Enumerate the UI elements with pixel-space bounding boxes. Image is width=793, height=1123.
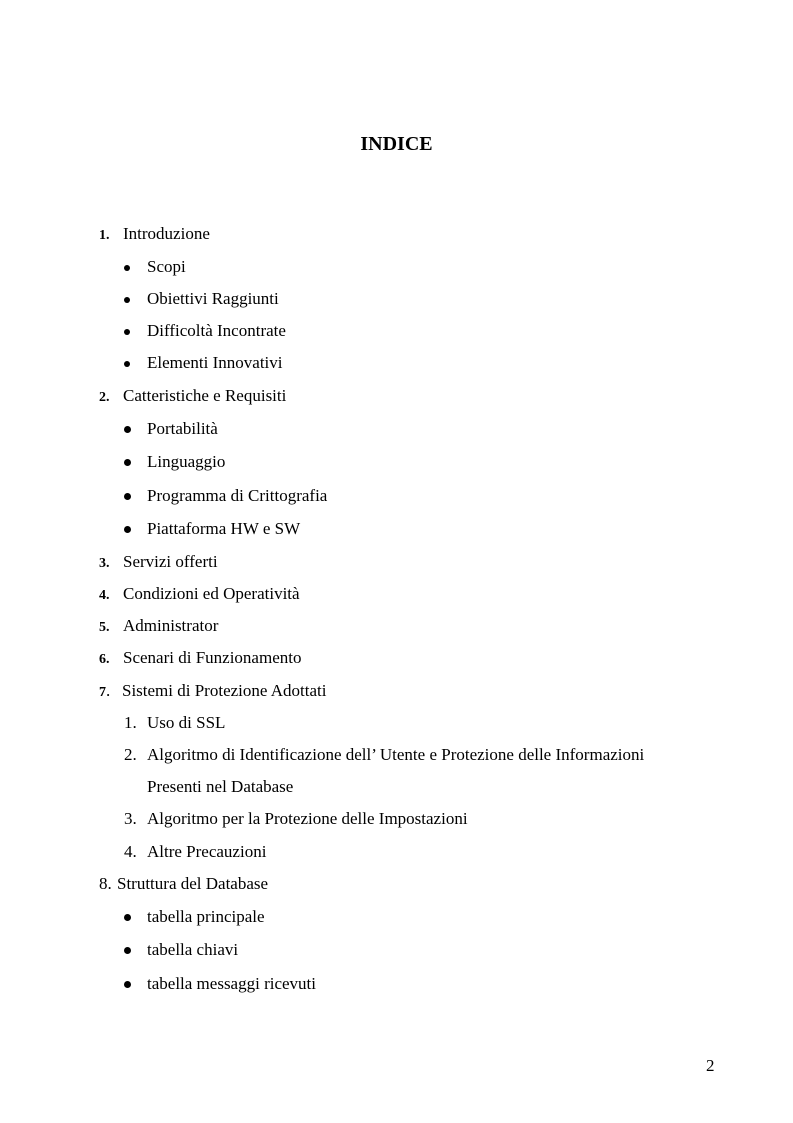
subsection-label: Algoritmo di Identificazione dell’ Utente e Protezione delle Informazioni: [147, 745, 645, 764]
toc-item-linguaggio: Linguaggio: [147, 452, 226, 471]
bullet-icon: [124, 493, 131, 500]
toc-section-4: [99, 583, 300, 607]
section-number-dot: .: [106, 681, 111, 700]
toc-subsection-7-2: [124, 744, 644, 766]
toc-section-2: [99, 385, 286, 409]
section-label: Condizioni ed Operatività: [123, 584, 300, 603]
bullet-icon: [124, 981, 131, 988]
bullet-icon: [124, 361, 130, 367]
section-number: 6.: [99, 652, 110, 667]
toc-item-tabella-messaggi: tabella messaggi ricevuti: [147, 974, 316, 993]
section-number: 1.: [99, 228, 110, 243]
section-label: Administrator: [123, 616, 219, 635]
toc-item-crittografia: Programma di Crittografia: [147, 486, 328, 505]
section-label: Scenari di Funzionamento: [123, 648, 302, 667]
bullet-icon: [124, 914, 131, 921]
bullet-icon: [124, 426, 131, 433]
bullet-icon: [124, 297, 130, 303]
toc-section-7: [99, 680, 326, 704]
toc-item-portabilita: Portabilità: [147, 419, 218, 438]
page-title: INDICE: [360, 133, 433, 155]
bullet-icon: [124, 459, 131, 466]
toc-item-elementi: Elementi Innovativi: [147, 353, 283, 372]
subsection-label: Algoritmo per la Protezione delle Impostazioni: [147, 809, 468, 828]
section-number: 4.: [99, 588, 110, 603]
section-label: Struttura del Database: [117, 874, 269, 893]
toc-subsection-7-2-continuation: Presenti nel Database: [147, 777, 294, 796]
toc-subsection-7-1: [124, 712, 225, 734]
toc-item-obiettivi: Obiettivi Raggiunti: [147, 289, 279, 308]
subsection-label: Altre Precauzioni: [147, 842, 267, 861]
toc-item-piattaforma: Piattaforma HW e SW: [147, 519, 301, 538]
section-label: Sistemi di Protezione Adottati: [122, 681, 327, 700]
subsection-number: 3.: [124, 809, 137, 828]
bullet-icon: [124, 265, 130, 271]
toc-item-scopi: Scopi: [147, 257, 186, 276]
toc-section-5: [99, 615, 218, 639]
toc-section-1: [99, 223, 210, 247]
toc-subsection-7-4: [124, 841, 266, 863]
section-number: 3.: [99, 556, 110, 571]
section-number: 7: [99, 685, 106, 700]
bullet-icon: [124, 947, 131, 954]
subsection-number: 2.: [124, 745, 137, 764]
subsection-number: 1.: [124, 713, 137, 732]
toc-section-8: [99, 873, 268, 895]
section-number: 8.: [99, 874, 112, 893]
section-label: Catteristiche e Requisiti: [123, 386, 287, 405]
section-number: 5.: [99, 620, 110, 635]
section-label: Introduzione: [123, 224, 210, 243]
toc-section-6: [99, 647, 301, 671]
subsection-label: Uso di SSL: [147, 713, 226, 732]
section-label: Servizi offerti: [123, 552, 218, 571]
page-number: 2: [706, 1056, 715, 1075]
toc-item-difficolta: Difficoltà Incontrate: [147, 321, 286, 340]
bullet-icon: [124, 526, 131, 533]
toc-item-tabella-chiavi: tabella chiavi: [147, 940, 239, 959]
bullet-icon: [124, 329, 130, 335]
toc-item-tabella-principale: tabella principale: [147, 907, 265, 926]
toc-section-3: [99, 551, 218, 575]
subsection-number: 4.: [124, 842, 137, 861]
toc-subsection-7-3: [124, 808, 468, 830]
section-number: 2.: [99, 390, 110, 405]
